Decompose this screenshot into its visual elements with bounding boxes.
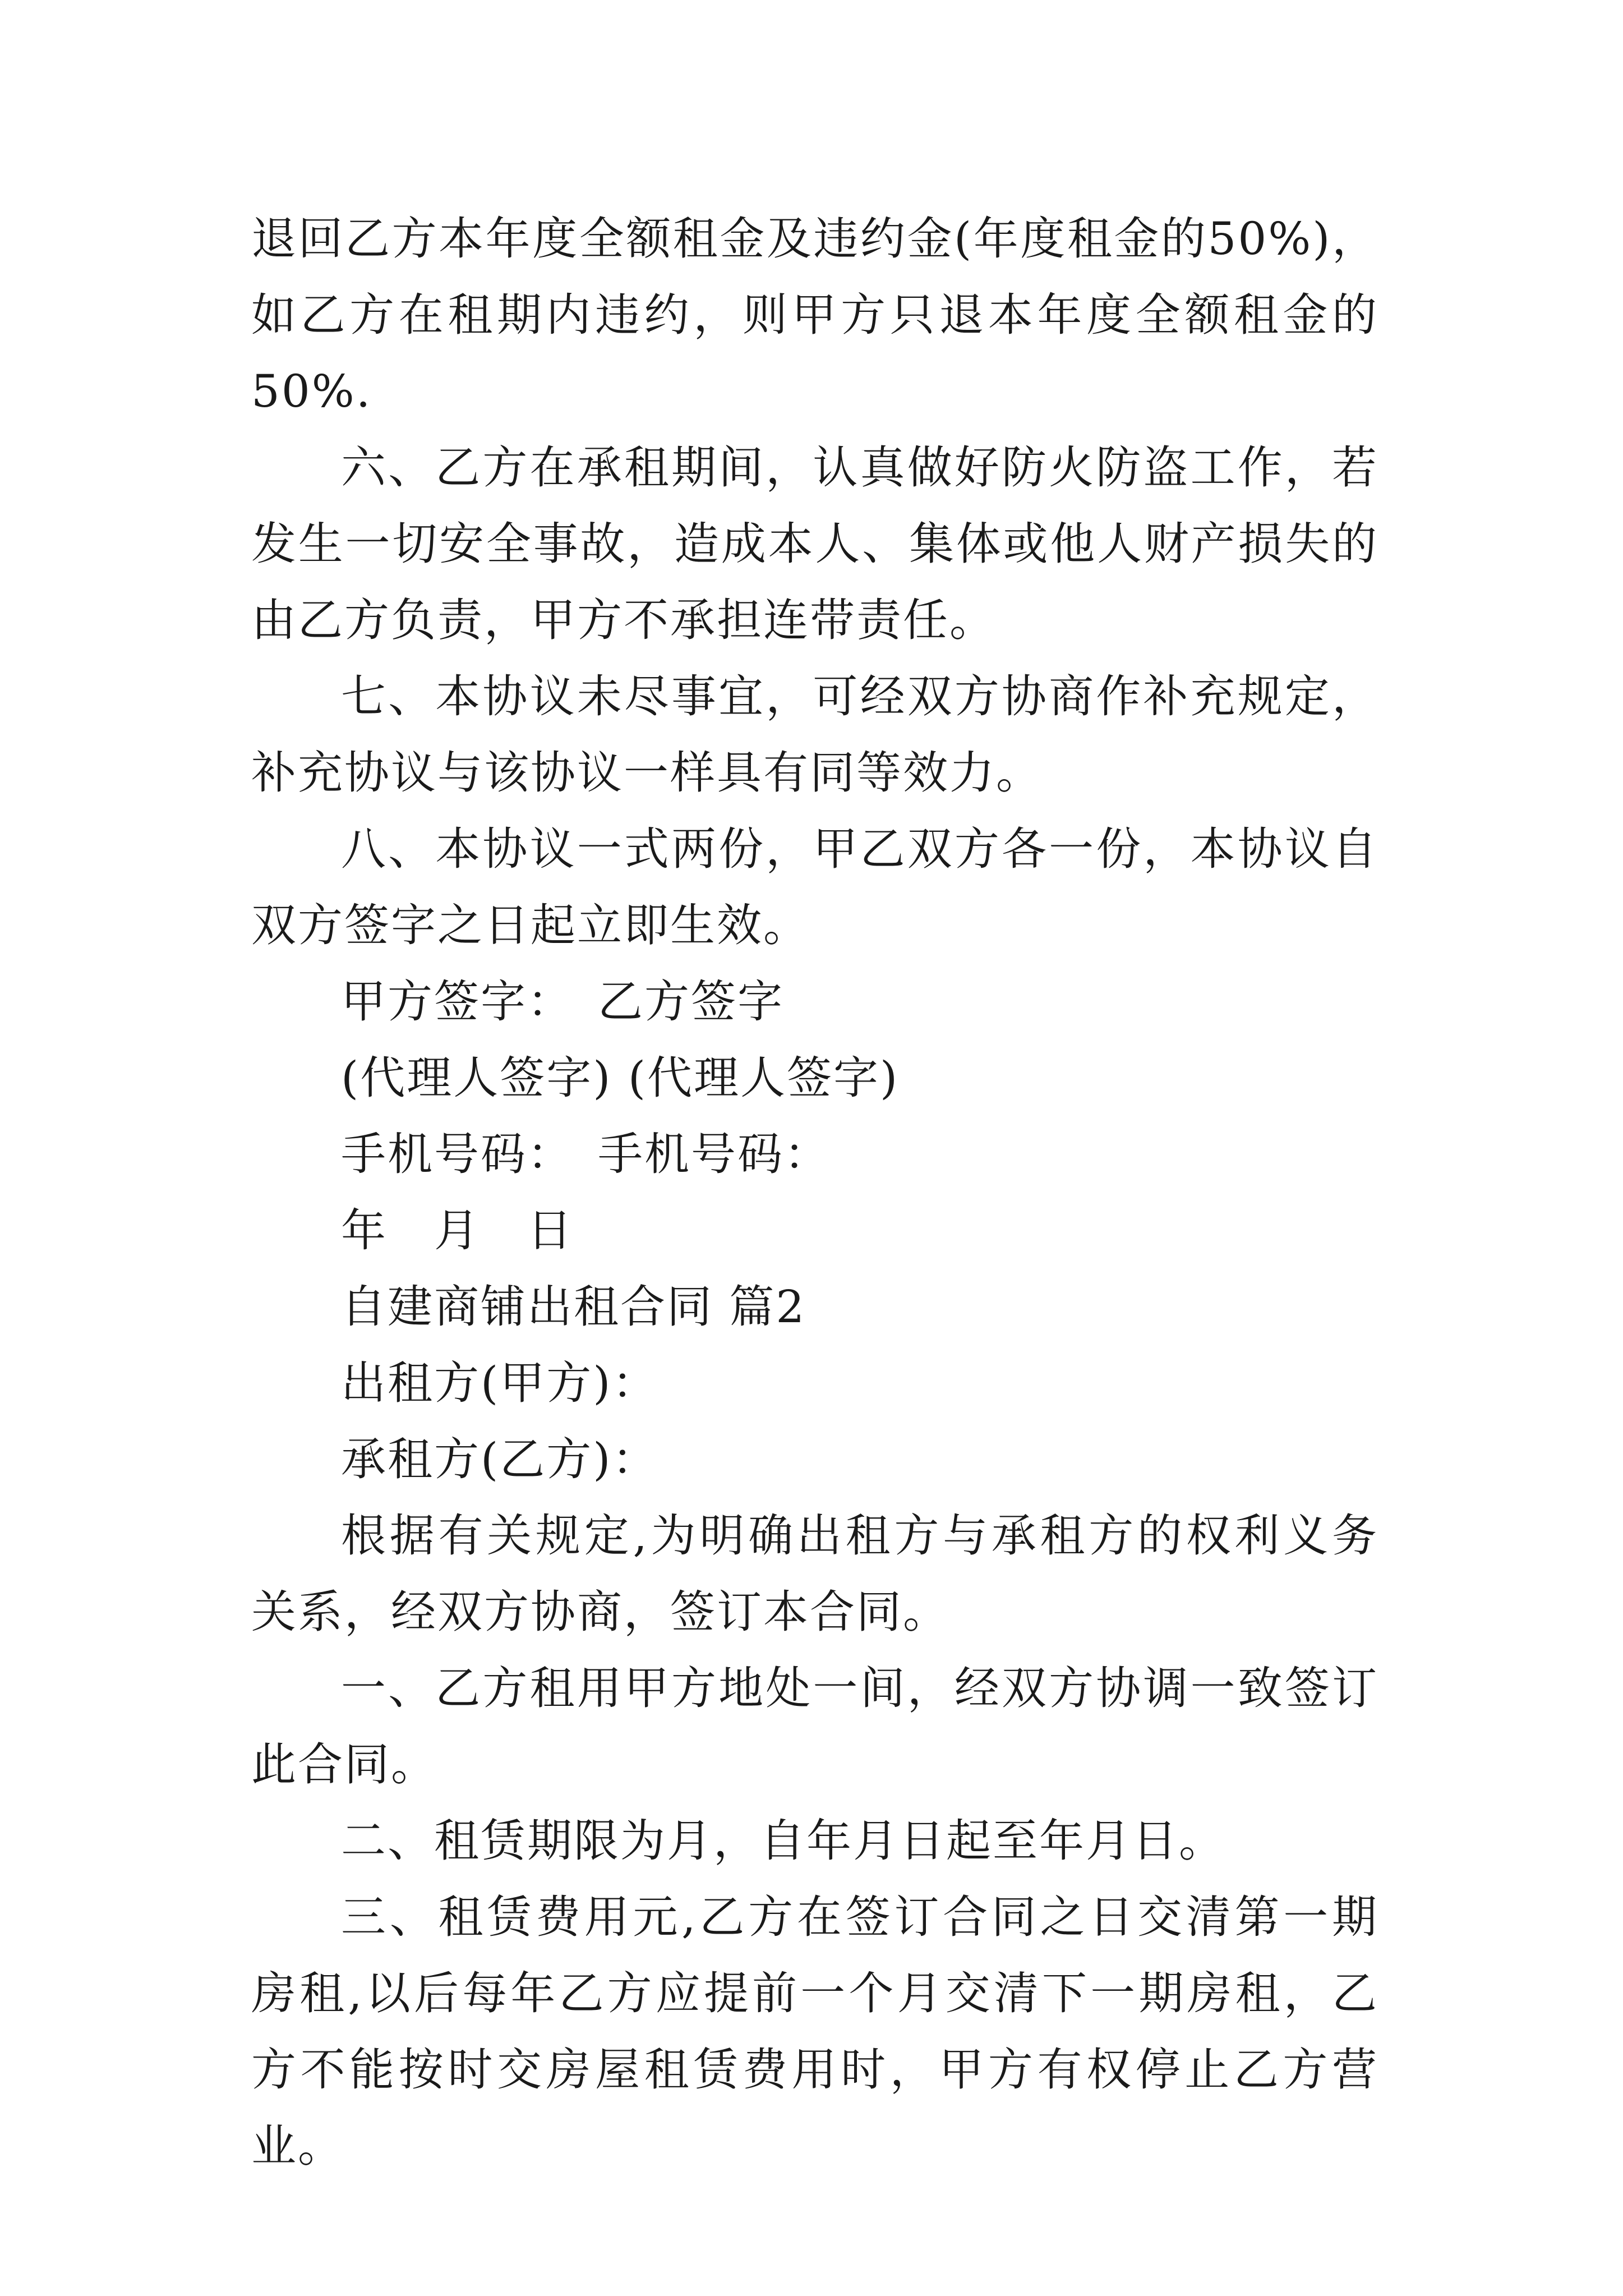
document-body xyxy=(251,201,1378,2184)
signature-line: 甲方签字： 乙方签字 xyxy=(341,976,784,1028)
date-line: 年 月 日 xyxy=(341,1204,574,1257)
paragraph-refund-clause: 退回乙方本年度全额租金及违约金(年度租金的50%)，如乙方在租期内违约，则甲方只退本年度全额租金的50%. xyxy=(251,213,1378,417)
paragraph-preamble: 根据有关规定,为明确出租方与承租方的权利义务关系，经双方协商，签订本合同。 xyxy=(251,1510,1378,1638)
paragraph-clause-6: 六、乙方在承租期间，认真做好防火防盗工作，若发生一切安全事故，造成本人、集体或他人财产损失的由乙方负责，甲方不承担连带责任。 xyxy=(251,441,1378,646)
phone-number-line: 手机号码： 手机号码： xyxy=(341,1128,831,1180)
paragraph-clause-7: 七、本协议未尽事宜，可经双方协商作补充规定，补充协议与该协议一样具有同等效力。 xyxy=(251,670,1378,799)
paragraph-clause-8: 八、本协议一式两份，甲乙双方各一份，本协议自双方签字之日起立即生效。 xyxy=(251,823,1378,951)
lessee-line: 承租方(乙方)： xyxy=(341,1433,659,1485)
lessor-line: 出租方(甲方)： xyxy=(341,1357,659,1409)
paragraph-clause-3: 三、租赁费用元,乙方在签订合同之日交清第一期房租,以后每年乙方应提前一个月交清下一期房租，乙方不能按时交房屋租赁费用时，甲方有权停止乙方营业。 xyxy=(251,1891,1378,2172)
agent-signature-line: (代理人签字) (代理人签字) xyxy=(341,1052,900,1104)
paragraph-clause-2: 二、租赁期限为月，自年月日起至年月日。 xyxy=(341,1815,1225,1867)
section-title: 自建商铺出租合同 篇2 xyxy=(341,1281,806,1333)
paragraph-clause-1: 一、乙方租用甲方地处一间，经双方协调一致签订此合同。 xyxy=(251,1662,1378,1791)
